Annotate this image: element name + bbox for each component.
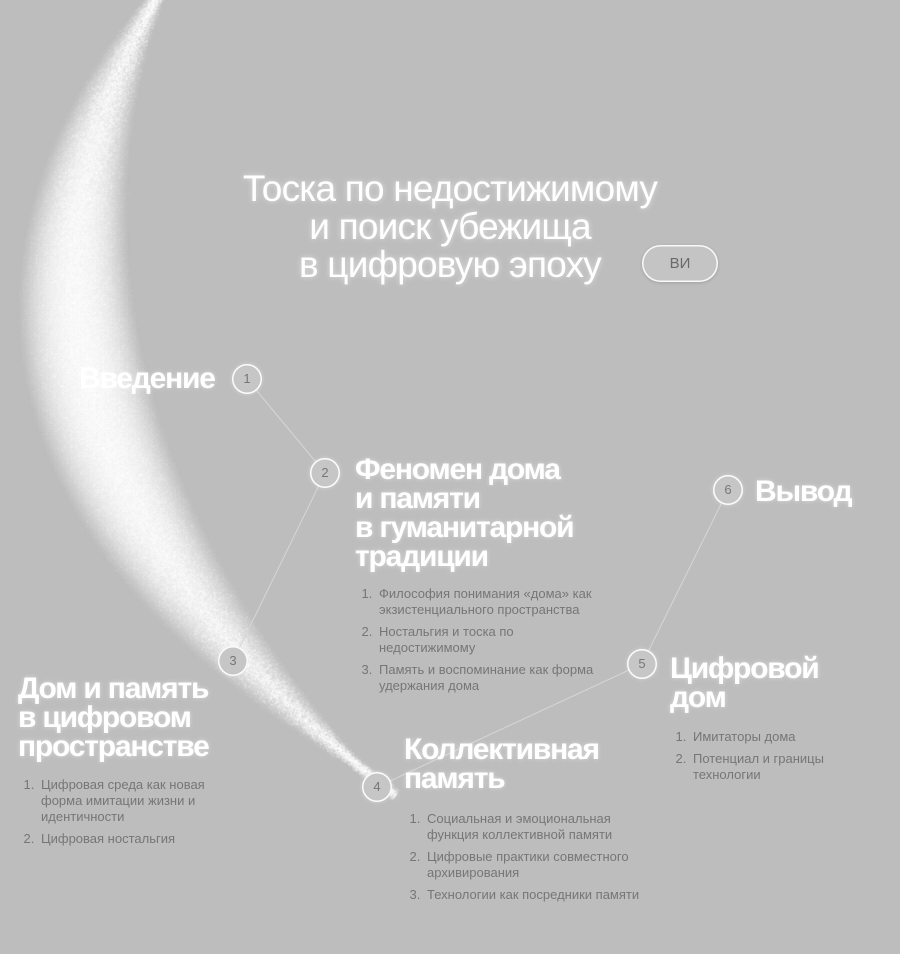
node-1[interactable]: 1 (232, 364, 262, 394)
list-item: 2. Цифровая ностальгия (38, 831, 248, 847)
connector-2-3 (233, 473, 325, 661)
node-2[interactable]: 2 (310, 458, 340, 488)
section-4-list (404, 811, 654, 909)
list-item: 1. Цифровая среда как новая форма имитации жизни и идентичности (38, 777, 248, 825)
section-2-list (356, 586, 606, 700)
node-3[interactable]: 3 (218, 646, 248, 676)
list-item: 1. Социальная и эмоциональная функция коллективной памяти (424, 811, 654, 843)
badge-button[interactable]: ВИ (642, 245, 718, 282)
section-heading-digital-space: Дом и память в цифровом пространстве (18, 672, 209, 763)
list-item: 1. Философия понимания «дома» как экзистенциального пространства (376, 586, 606, 618)
section-heading-conclusion: Вывод (755, 475, 852, 508)
node-5[interactable]: 5 (627, 649, 657, 679)
connector-5-6 (642, 490, 728, 664)
section-heading-collective-memory: Коллективная память (404, 733, 599, 795)
section-3-list (18, 777, 248, 853)
list-item: 2. Ностальгия и тоска по недостижимому (376, 624, 606, 656)
page-title: Тоска по недостижимому и поиск убежища в цифровую эпоху (242, 168, 658, 285)
node-4[interactable]: 4 (362, 772, 392, 802)
section-heading-intro: Введение (79, 362, 215, 395)
list-item: 2. Потенциал и границы технологии (690, 751, 890, 783)
list-item: 3. Память и воспоминание как форма удержания дома (376, 662, 606, 694)
list-item: 2. Цифровые практики совместного архивирования (424, 849, 654, 881)
node-6[interactable]: 6 (713, 475, 743, 505)
section-5-list (670, 729, 890, 789)
list-item: 3. Технологии как посредники памяти (424, 887, 654, 903)
section-heading-home-memory: Феномен дома и памяти в гуманитарной традиции (355, 453, 574, 573)
list-item: 1. Имитаторы дома (690, 729, 890, 745)
section-heading-digital-home: Цифровой дом (670, 652, 819, 714)
connector-1-2 (247, 379, 325, 473)
